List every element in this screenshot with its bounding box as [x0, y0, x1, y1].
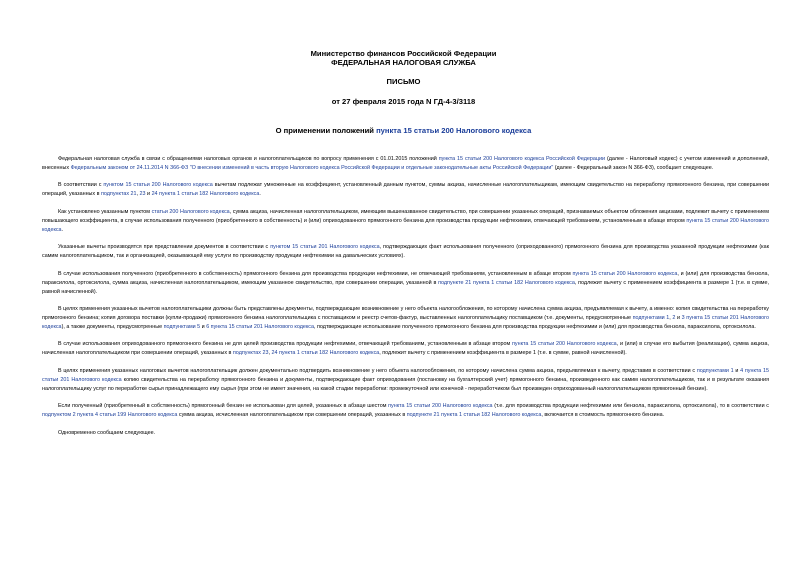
paragraph-text: ), а также документы, предусмотренные — [61, 323, 164, 330]
law-reference-link[interactable]: подпунктах 23 — [232, 350, 269, 357]
law-reference-link[interactable]: пункта 15 статьи 200 Налогового кодекса — [42, 217, 769, 233]
paragraph-text: и — [200, 323, 207, 330]
law-reference-link[interactable]: подпунктом 2 пункта 4 статьи 199 Налогового кодекса — [42, 412, 178, 419]
paragraph-text: В целях применения указанных налоговых вычетов налогоплательщик должен документально подтвердить возникновение у него объекта налогообложения, по которому начислена сумма акциза, предъявляемая к вычету, представив в соответствии с — [58, 367, 697, 374]
paragraph-text: сумма акциза, исчисленная налогоплательщиком при совершении операций, указанных в — [177, 412, 407, 419]
paragraph-text: . — [259, 191, 261, 198]
paragraph-text: вычетам подлежат умноженные на коэффициент, установленный данным пунктом, суммы акциза, начисленные налогоплательщикам, имеющим свидетельство на переработку прямогонного бензина, при совершении операций, указанных в — [42, 182, 769, 198]
law-reference-link[interactable]: подпунктами 1 — [696, 367, 734, 374]
paragraph-text: и — [145, 191, 152, 198]
law-reference-link[interactable]: подпунктами 5 — [163, 323, 201, 330]
law-reference-link[interactable]: 4 пункта 15 статьи 201 Налогового кодекса — [42, 367, 770, 383]
paragraph — [42, 181, 769, 199]
paragraph-text: . — [61, 226, 64, 233]
law-reference-link[interactable]: 23 — [139, 191, 146, 198]
law-reference-link[interactable]: Федеральным законом от 24.11.2014 N 366-ФЗ "О внесении изменений в часть вторую Налогового кодекса Российской Федерации и отдельные законодательные акты Российской Федерации" — [70, 165, 554, 171]
subject-prefix: О применении положений — [275, 126, 377, 135]
paragraph-text: , сумма акциза, начисленная налогоплательщиком, имеющим вышеназванное свидетельство, при совершении указанных операций, признаваемых объектом обложения акцизами, подлежит вычету с применением повышающего коэффициента, в случае использования полученного (приобретенного в собственность) и (или) оприходованного прямогонного бензина для производства продукции нефтехимии, отвечающей требованиям, установленным в абзаце втором — [42, 208, 769, 224]
paragraph — [42, 429, 769, 438]
paragraph-text: , подлежит вычету с применением коэффициента в размере 1 (т.е. в сумме, равной начисленной). — [42, 279, 770, 295]
document-date-number: от 27 февраля 2015 года N ГД-4-3/3118 — [331, 97, 476, 106]
paragraph-text: Если полученный (приобретенный в собственность) прямогонный бензин не использован для целей, указанных в абзаце шестом — [58, 403, 389, 410]
paragraph-text: Одновременно сообщаем следующее. — [58, 429, 156, 436]
paragraph-text: , подлежит вычету с применением коэффициента в размере 1 (т.е. в сумме, равной начисленной). — [379, 350, 627, 357]
paragraph-text: (т.е. для производства продукции нефтехимии или бензола, параксилола, ортоксилола), то в соответствии с — [492, 403, 769, 410]
law-reference-link[interactable]: 3 пункта 15 статьи 201 Налогового кодекса — [42, 314, 769, 330]
law-reference-link[interactable]: пункта 15 статьи 200 Налогового кодекса — [388, 403, 493, 410]
paragraph-text: , и (или) для производства бензола, параксилола, ортоксилола, сумма акциза, начисленная налогоплательщиком, имеющим указанное свидетельство, при совершении операции, указанной в — [42, 270, 770, 286]
paragraph-text: копию свидетельства на переработку прямогонного бензина и документы, подтверждающие факт оприходования (постановку на бухгалтерский учет) прямогонного бензина, произведенного как самим налогоплательщиком, так и в результате оказания налогоплательщику услуг по переработке сырья принадлежащего ему сырья (при этом не имеет значения, на какой стадии переработки: промежуточной или конечной - переработчиком был произведен оприходованный налогоплательщиком прямогонный бензин). — [42, 376, 769, 392]
paragraph-text: , подтверждающие использование полученного прямогонного бензина для производства продукции нефтехимии и (или) для производства бензола, параксилола, ортоксилола. — [314, 323, 756, 330]
law-reference-link[interactable]: подпункте 21 пункта 1 статьи 182 Налогового кодекса — [406, 412, 542, 419]
law-reference-link[interactable]: пунктом 15 статьи 201 Налогового кодекса — [270, 244, 380, 251]
law-reference-link[interactable]: пункта 15 статьи 200 Налогового кодекса Российской Федерации — [438, 156, 606, 162]
law-reference-link[interactable]: статьи 200 Налогового кодекса — [151, 208, 230, 215]
document-body — [42, 155, 769, 446]
paragraph-text: , — [136, 191, 140, 198]
paragraph-text: В соответствии с — [58, 182, 104, 189]
subject-link[interactable]: пункта 15 статьи 200 Налогового кодекса — [376, 126, 532, 135]
paragraph-text: В случае использования полученного (приобретенного в собственность) прямогонного бензина для производства продукции нефтехимии, не отвечающей требованиям, установленным в абзаце втором — [58, 270, 573, 277]
paragraph — [42, 402, 769, 420]
document-type: ПИСЬМО — [386, 77, 421, 86]
law-reference-link[interactable]: 24 пункта 1 статьи 182 Налогового кодекса — [271, 350, 380, 357]
paragraph-text: и — [675, 314, 682, 321]
paragraph — [42, 340, 769, 358]
paragraph-text: (далее - Налоговый кодекс) с учетом изменений и дополнений, внесенных — [42, 156, 769, 171]
paragraph-text: Федеральная налоговая служба в связи с обращениями налоговых органов и налогоплательщиков по вопросу применения с 01.01.2015 положений — [58, 156, 439, 162]
paragraph-text: (далее - Федеральный закон N 366-ФЗ), сообщает следующее. — [553, 165, 714, 171]
paragraph — [42, 270, 769, 297]
paragraph — [42, 305, 769, 332]
service-title: ФЕДЕРАЛЬНАЯ НАЛОГОВАЯ СЛУЖБА — [331, 58, 476, 67]
paragraph-text: Указанные вычеты производятся при представлении документов в соответствии с — [58, 244, 271, 251]
law-reference-link[interactable]: пункта 15 статьи 200 Налогового кодекса — [512, 341, 617, 348]
paragraph — [42, 243, 769, 261]
paragraph — [42, 208, 769, 235]
paragraph-text: , и (или) в случае его выбытия (реализации), сумма акциза, начисленная налогоплательщиком при совершении операций, указанных в — [42, 341, 769, 357]
law-reference-link[interactable]: 6 пункта 15 статьи 201 Налогового кодекса — [206, 323, 314, 330]
law-reference-link[interactable]: пункта 15 статьи 200 Налогового кодекса — [572, 270, 678, 277]
paragraph-text: , — [268, 350, 272, 357]
law-reference-link[interactable]: 24 пункта 1 статьи 182 Налогового кодекса — [151, 191, 260, 198]
paragraph-text: В целях применения указанных вычетов налогоплательщики должны быть представлены документы, подтверждающие возникновение у него объекта налогообложения, по которому начислена сумма акциза, предъявляемая к вычету, а именно: копия свидетельства на переработку прямогонного бензина; копия договора поставки (купли-продажи) прямогонного бензина налогоплательщика с поставщиком и реестр счетов-фактур, выставленных налогоплательщику поставщиком (т.е. документы, предусмотренные — [42, 305, 769, 321]
paragraph — [42, 155, 769, 173]
paragraph-text: В случае использования оприходованного прямогонного бензина не для целей производства продукции нефтехимии, отвечающей требованиям, установленным в абзаце втором — [58, 341, 513, 348]
paragraph-text: , подтверждающих факт использования полученного (оприходованного) прямогонного бензина для производства указанной продукции нефтехимии (как самим налогоплательщиком, так и организацией, оказывающей ему услуги по производству продукции нефтехимии на давальческих условиях). — [42, 244, 769, 260]
paragraph-text: и — [733, 367, 741, 374]
law-reference-link[interactable]: подпунктами 1 — [632, 314, 670, 321]
law-reference-link[interactable]: пунктом 15 статьи 200 Налогового кодекса — [103, 182, 213, 189]
document-subject — [0, 126, 807, 135]
paragraph — [42, 367, 769, 394]
law-reference-link[interactable]: подпункте 21 пункта 1 статьи 182 Налогового кодекса — [438, 279, 575, 286]
law-reference-link[interactable]: 2 — [672, 314, 676, 321]
paragraph-text: , включается в стоимость прямогонного бензина. — [541, 412, 665, 419]
ministry-title: Министерство финансов Российской Федерации — [310, 49, 497, 58]
paragraph-text: , — [669, 314, 673, 321]
paragraph-text: Как установлено указанным пунктом — [58, 208, 152, 215]
law-reference-link[interactable]: подпунктах 21 — [100, 191, 137, 198]
